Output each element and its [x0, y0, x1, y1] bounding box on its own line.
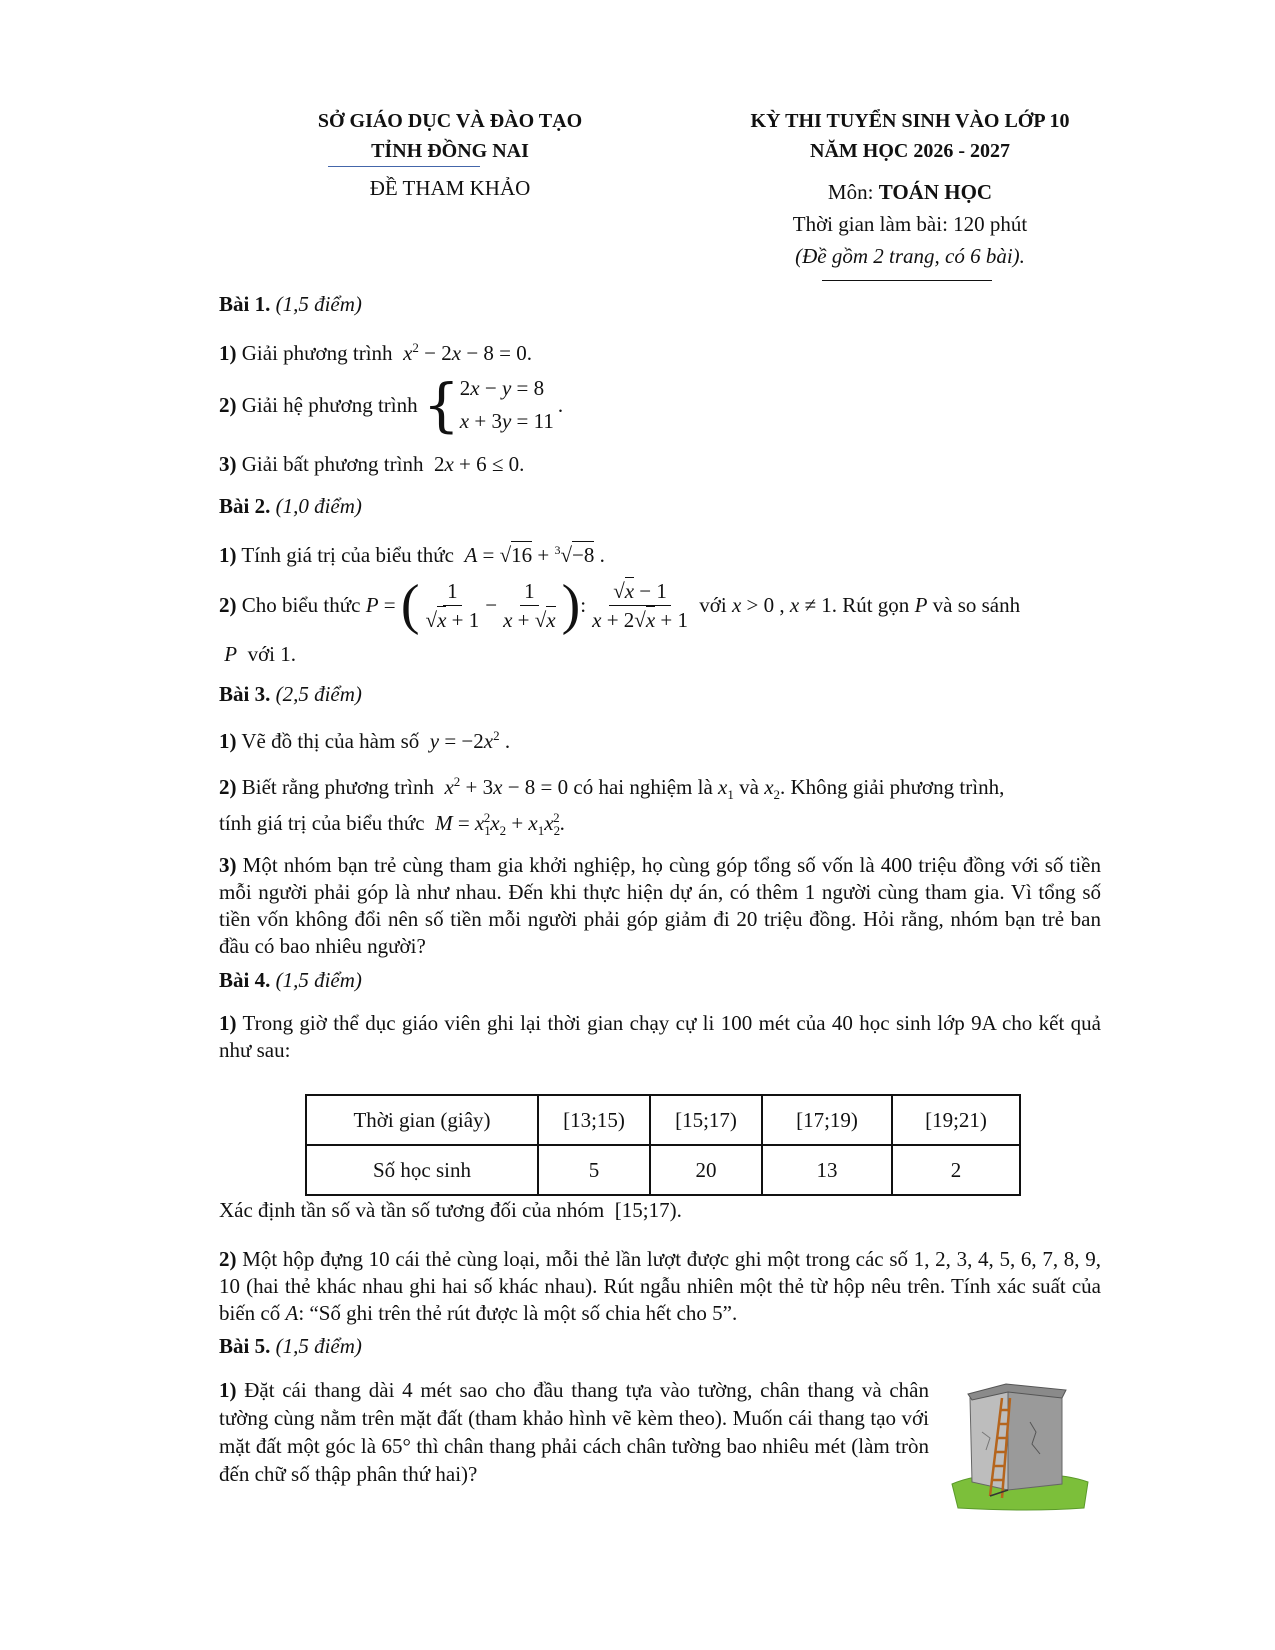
bai1-q1-num: 1)	[219, 341, 237, 365]
table-count-4: 2	[892, 1145, 1020, 1195]
bai3-q2-expression: $M = x_1^2x_2 + x_1x_2^2$.	[435, 810, 565, 839]
province-name: TỈNH ĐỒNG NAI	[371, 140, 529, 162]
time-limit: Thời gian làm bài: 120 phút	[792, 212, 1028, 236]
subject-name: TOÁN HỌC	[878, 180, 993, 204]
bai3-q1-text: Vẽ đồ thị của hàm số	[241, 729, 420, 753]
bai4-q1-text: Trong giờ thể dục giáo viên ghi lại thời gian chạy cự li 100 mét của 40 học sinh lớp 9A cho kết quả như sau:	[219, 1011, 1101, 1062]
bai3-q3-text: Một nhóm bạn trẻ cùng tham gia khởi nghiệp, họ cùng góp tổng số vốn là 400 triệu đồng với số tiền mỗi người phải góp là như nhau. Đến khi thực hiện dự án, có thêm 1 người cùng tham gia. Vì tổng số tiền vốn không đổi nên số tiền mỗi người phải góp giảm đi 20 triệu đồng. Hỏi rằng, nhóm bạn trẻ ban đầu có bao nhiêu người?	[219, 853, 1101, 958]
bai4-q2-event: A	[285, 1301, 299, 1325]
bai3-q2-and: và	[739, 775, 759, 799]
bai1-q2-num: 2)	[219, 392, 237, 417]
bai5-q1	[219, 1376, 929, 1488]
bai2-points: (1,0 điểm)	[275, 494, 362, 518]
table-count-1: 5	[538, 1145, 650, 1195]
bai3-q1	[219, 722, 1099, 755]
bai3-q2-equation: $x^2 + 3x - 8 = 0$	[444, 774, 569, 799]
bai2-q2-expression: P = ( $\frac{1}{√x + 1}$ − $\frac{1}{x + √x}$ ) : $\frac{√x - 1}{x + 2√x + 1}$	[365, 574, 688, 636]
bai1-q1-equation: $x^2 - 2x - 8 = 0$.	[403, 340, 532, 365]
bai5-q1-text-b: thì chân thang phải cách chân tường bao nhiêu mét (làm tròn đến chữ số thập phân thứ hai)?	[219, 1434, 930, 1486]
bai2-q2-tail: . Rút gọn	[831, 592, 910, 617]
table-group-1: [13;15)	[538, 1095, 650, 1145]
bai4-title: Bài 4.	[219, 968, 271, 992]
bai4-heading	[219, 966, 1099, 994]
exam-title: KỲ THI TUYỂN SINH VÀO LỚP 10	[750, 110, 1070, 132]
table-header-time: Thời gian (giây)	[306, 1095, 538, 1145]
table-row	[306, 1145, 1020, 1195]
bai3-q2: 2) Biết rằng phương trình $x^2 + 3x - 8 = 0$ có hai nghiệm là $x_1$ và $x_2$. Không giải phương trình,	[219, 774, 1005, 803]
table-count-2: 20	[650, 1145, 762, 1195]
table-row	[306, 1095, 1020, 1145]
department-name: SỞ GIÁO DỤC VÀ ĐÀO TẠO	[317, 110, 583, 132]
bai3-q2-num: 2)	[219, 775, 237, 799]
bai1-heading	[219, 290, 1099, 318]
bai3-q3	[219, 852, 1101, 960]
table-header-count: Số học sinh	[306, 1145, 538, 1195]
bai4-points: (1,5 điểm)	[275, 968, 362, 992]
bai2-q2-tail3: với 1.	[247, 642, 297, 666]
header-right	[695, 106, 1125, 166]
bai1-title: Bài 1.	[219, 292, 271, 316]
bai3-q2-line2-text: tính giá trị của biểu thức	[219, 811, 425, 835]
bai2-q1-text: Tính giá trị của biểu thức	[241, 543, 454, 567]
table-count-3: 13	[762, 1145, 892, 1195]
bai5-q1-angle: 65°	[381, 1434, 411, 1458]
bai2-q1-expression: A = √16 + $^3$√−8 .	[464, 543, 605, 567]
bai4-q1-after: Xác định tần số và tần số tương đối của nhóm [15;17).	[219, 1198, 682, 1222]
bai2-q2: 2) Cho biểu thức P = ( $\frac{1}{√x + 1}$ − $\frac{1}{x + √x}$ ) : $\frac{√x - 1}{x + 2√x + 1}$ với x > 0 , x ≠ 1 . Rút gọn P và so sánh	[219, 574, 1021, 636]
bai2-q1	[219, 536, 1099, 569]
bai1-q2: 2) Giải hệ phương trình { 2x − y = 8 x + 3y = 11 .	[219, 371, 564, 439]
table-group-4: [19;21)	[892, 1095, 1020, 1145]
bai3-q2-mid: có hai nghiệm là	[573, 775, 713, 799]
bai1-q1-text: Giải phương trình	[241, 341, 393, 365]
bai5-q1-num: 1)	[219, 1378, 237, 1402]
frequency-table	[305, 1094, 1021, 1196]
bai3-q3-num: 3)	[219, 853, 237, 877]
table-group-2: [15;17)	[650, 1095, 762, 1145]
bai3-q1-num: 1)	[219, 729, 237, 753]
bai3-points: (2,5 điểm)	[275, 682, 362, 706]
bai2-q2-cond: với	[699, 592, 727, 617]
bai5-heading	[219, 1332, 1099, 1360]
subject-label: Môn:	[827, 180, 879, 204]
bai4-q2	[219, 1246, 1101, 1327]
bai1-q2-text: Giải hệ phương trình	[241, 392, 418, 417]
system-brace: {	[422, 371, 460, 439]
bai4-q2-num: 2)	[219, 1247, 237, 1271]
bai4-q2-event-text: : “Số ghi trên thẻ rút được là một số chia hết cho 5”.	[298, 1301, 738, 1325]
header-right-underline	[822, 280, 992, 281]
bai3-q1-function: $y = -2x^2$ .	[429, 728, 511, 753]
bai3-q2-line2	[219, 804, 1099, 845]
header-left-underline	[328, 166, 480, 167]
bai1-q3-inequality: 2x + 6 ≤ 0.	[433, 452, 525, 476]
bai4-q1-after-text: Xác định tần số và tần số tương đối của nhóm	[219, 1198, 605, 1222]
bai3-q2-end: . Không giải phương trình,	[780, 775, 1005, 799]
bai3-title: Bài 3.	[219, 682, 271, 706]
school-year: NĂM HỌC 2026 - 2027	[810, 140, 1010, 162]
table-group-3: [17;19)	[762, 1095, 892, 1145]
bai5-q1-text-a: Đặt cái thang dài 4 mét sao cho đầu thang tựa vào tường, chân thang và chân tường cùng nằm trên mặt đất (tham khảo hình vẽ kèm theo). Muốn cái thang tạo với mặt đất một góc là	[219, 1378, 929, 1458]
header-left	[220, 106, 680, 166]
bai2-q2-num: 2)	[219, 592, 237, 617]
ladder-wall-illustration	[950, 1372, 1090, 1512]
bai5-title: Bài 5.	[219, 1334, 271, 1358]
bai1-points: (1,5 điểm)	[275, 292, 362, 316]
bai3-heading	[219, 680, 1099, 708]
exam-type: ĐỀ THAM KHẢO	[369, 176, 531, 200]
bai2-heading	[219, 492, 1099, 520]
bai4-q1-num: 1)	[219, 1011, 237, 1035]
bai1-q3-num: 3)	[219, 452, 237, 476]
bai5-points: (1,5 điểm)	[275, 1334, 362, 1358]
bai4-q1	[219, 1010, 1101, 1064]
bai2-q1-num: 1)	[219, 543, 237, 567]
bai4-q2-text: Một hộp đựng 10 cái thẻ cùng loại, mỗi thẻ lần lượt được ghi một trong các số 1, 2, 3, 4, 5, 6, 7, 8, 9, 10 (hai thẻ khác nhau ghi hai số khác nhau). Rút ngẫu nhiên một thẻ từ hộp nêu trên. Tính xác suất của biến cố	[219, 1247, 1101, 1325]
bai1-q3-text: Giải bất phương trình	[241, 452, 424, 476]
bai2-q2-line2: P với 1.	[224, 642, 297, 666]
bai1-q1	[219, 334, 1099, 367]
bai2-q2-tail2: và so sánh	[932, 592, 1021, 617]
bai3-q2-text: Biết rằng phương trình	[241, 775, 434, 799]
subject-line	[695, 180, 1125, 205]
bai1-q3	[219, 450, 1099, 478]
pages-note: (Đề gồm 2 trang, có 6 bài).	[795, 244, 1025, 268]
bai1-q2-system: 2x − y = 8 x + 3y = 11	[459, 376, 554, 433]
bai2-q2-text: Cho biểu thức	[241, 592, 361, 617]
bai4-q1-group: [15;17)	[614, 1198, 677, 1222]
bai2-title: Bài 2.	[219, 494, 271, 518]
